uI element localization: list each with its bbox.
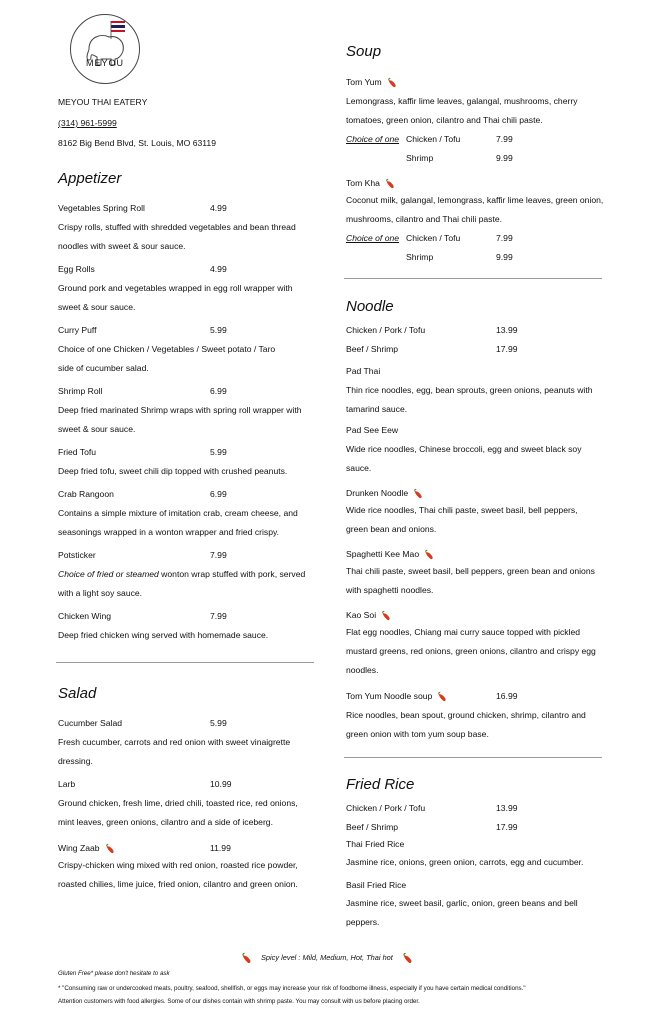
gluten-free-note: Gluten Free* please don't hesitate to ask — [58, 970, 170, 977]
menu-item-name: Egg Rolls — [58, 264, 95, 274]
menu-item-name-text: Drunken Noodle — [346, 488, 409, 498]
price-label: Beef / Shrimp — [346, 344, 399, 354]
menu-item-desc: Ground chicken, fresh lime, dried chili, toasted rice, red onions, mint leaves, green onions, cilantro and a side of iceberg. — [58, 798, 298, 827]
price-label: Chicken / Pork / Tofu — [346, 325, 426, 335]
chili-icon — [386, 77, 398, 89]
section-title-fried-rice: Fried Rice — [346, 776, 415, 793]
menu-item-name: Fried Tofu — [58, 447, 97, 457]
menu-item-price: 6.99 — [210, 386, 227, 396]
menu-item-desc: Deep fried marinated Shrimp wraps with spring roll wrapper with sweet & sour sauce. — [58, 405, 302, 434]
logo-text: MEYOU — [85, 58, 124, 68]
option-label: Shrimp — [406, 153, 434, 163]
menu-item-desc-rest: wonton wrap stuffed with pork, served with a light soy sauce. — [58, 569, 306, 598]
menu-item-desc: Coconut milk, galangal, lemongrass, kaffir lime leaves, green onion, mushrooms, cilantro and Thai chili paste. — [346, 195, 604, 224]
menu-item-name: Cucumber Salad — [58, 718, 123, 728]
menu-item-name: Chicken Wing — [58, 611, 112, 621]
menu-item-name: Thai Fried Rice — [346, 839, 405, 849]
choice-label: Choice of one — [346, 134, 400, 144]
option-price: 9.99 — [496, 153, 513, 163]
chili-icon — [423, 549, 435, 561]
spicy-level-note — [240, 951, 414, 965]
menu-item-name-text: Tom Yum Noodle soup — [346, 691, 433, 701]
choice-label: Choice of one — [346, 233, 400, 243]
menu-item-name-text: Wing Zaab — [58, 843, 100, 853]
price-label: Chicken / Pork / Tofu — [346, 803, 426, 813]
menu-item-desc: Choice of one Chicken / Vegetables / Sweet potato / Taro side of cucumber salad. — [58, 344, 276, 373]
menu-item-desc — [58, 565, 308, 603]
menu-item-price: 7.99 — [210, 550, 227, 560]
menu-item-name: Pad Thai — [346, 366, 381, 376]
restaurant-name: MEYOU THAI EATERY — [58, 97, 148, 107]
menu-item-name: Vegetables Spring Roll — [58, 203, 145, 213]
option-label: Chicken / Tofu — [406, 233, 461, 243]
menu-item-desc: Crispy-chicken wing mixed with red onion, roasted rice powder, roasted chilies, lime juice, fried onion, cilantro and green onion. — [58, 860, 298, 889]
menu-item-name-text: Spaghetti Kee Mao — [346, 549, 420, 559]
menu-item-name: Crab Rangoon — [58, 489, 114, 499]
menu-item-name: Shrimp Roll — [58, 386, 103, 396]
menu-item-price: 6.99 — [210, 489, 227, 499]
option-price: 7.99 — [496, 233, 513, 243]
section-title-noodle: Noodle — [346, 298, 394, 315]
menu-item-desc: Contains a simple mixture of imitation crab, cream cheese, and seasonings wrapped in a wonton wrapper and fried crispy. — [58, 508, 298, 537]
option-price: 7.99 — [496, 134, 513, 144]
menu-item-name: Larb — [58, 779, 76, 789]
section-title-salad: Salad — [58, 685, 97, 702]
chili-icon — [384, 178, 396, 190]
menu-item-desc: Jasmine rice, onions, green onion, carrots, egg and cucumber. — [346, 857, 584, 867]
menu-item-desc: Crispy rolls, stuffed with shredded vegetables and bean thread noodles with sweet & sour sauce. — [58, 222, 296, 251]
option-price: 9.99 — [496, 252, 513, 262]
price-value: 17.99 — [496, 344, 518, 354]
menu-item-price: 4.99 — [210, 264, 227, 274]
menu-item-name — [346, 687, 448, 706]
divider — [344, 757, 602, 758]
menu-item-name: Basil Fried Rice — [346, 880, 407, 890]
divider — [56, 662, 314, 663]
menu-item-name — [346, 73, 398, 92]
consumer-advisory: * "Consuming raw or undercooked meats, poultry, seafood, shellfish, or eggs may increase your risk of foodborne illness, especially if you have certain medical conditions." — [58, 985, 526, 992]
section-title-appetizer: Appetizer — [58, 170, 122, 187]
menu-item-price: 5.99 — [210, 447, 227, 457]
option-label: Shrimp — [406, 252, 434, 262]
menu-item-name-text: Tom Yum — [346, 77, 382, 87]
menu-item-price: 4.99 — [210, 203, 227, 213]
menu-item-desc: Ground pork and vegetables wrapped in egg roll wrapper with sweet & sour sauce. — [58, 283, 293, 312]
chili-icon — [104, 843, 116, 855]
menu-item-desc: Thai chili paste, sweet basil, bell peppers, green bean and onions with spaghetti noodles. — [346, 566, 595, 595]
chili-icon — [380, 610, 392, 622]
allergy-note: Attention customers with food allergies. Some of our dishes contain with shrimp paste. You may consult with us before placing order. — [58, 998, 420, 1005]
menu-item-name: Pad See Eew — [346, 425, 399, 435]
spicy-level-text: Spicy level : Mild, Medium, Hot, Thai hot — [261, 953, 393, 962]
menu-item-desc: Deep fried chicken wing served with homemade sauce. — [58, 630, 269, 640]
chili-icon — [412, 488, 424, 500]
logo — [70, 14, 140, 84]
menu-item-desc: Flat egg noodles, Chiang mai curry sauce topped with pickled mustard greens, red onions, green onions, cilantro and crispy egg noodles. — [346, 627, 596, 675]
menu-item-desc: Wide rice noodles, Thai chili paste, sweet basil, bell peppers, green bean and onions. — [346, 505, 578, 534]
address: 8162 Big Bend Blvd, St. Louis, MO 63119 — [58, 138, 216, 148]
section-title-soup: Soup — [346, 43, 382, 60]
chili-icon — [436, 691, 448, 703]
menu-item-name: Potsticker — [58, 550, 96, 560]
menu-item-desc: Jasmine rice, sweet basil, garlic, onion, green beans and bell peppers. — [346, 898, 578, 927]
menu-item-desc: Rice noodles, bean spout, ground chicken, shrimp, cilantro and green onion with tom yum soup base. — [346, 710, 586, 739]
menu-item-price: 5.99 — [210, 325, 227, 335]
price-label: Beef / Shrimp — [346, 822, 399, 832]
price-value: 13.99 — [496, 325, 518, 335]
menu-item-desc: Fresh cucumber, carrots and red onion with sweet vinaigrette dressing. — [58, 737, 291, 766]
menu-item-price: 10.99 — [210, 779, 232, 789]
chili-icon — [401, 952, 414, 965]
menu-item-name-text: Kao Soi — [346, 610, 377, 620]
price-value: 17.99 — [496, 822, 518, 832]
option-label: Chicken / Tofu — [406, 134, 461, 144]
elephant-icon — [71, 15, 139, 83]
menu-item-desc-italic: Choice of fried or steamed — [58, 569, 159, 579]
divider — [344, 278, 602, 279]
menu-item-price: 16.99 — [496, 691, 518, 701]
price-value: 13.99 — [496, 803, 518, 813]
menu-item-name-text: Tom Kha — [346, 178, 380, 188]
menu-item-desc: Deep fried tofu, sweet chili dip topped with crushed peanuts. — [58, 466, 288, 476]
menu-item-desc: Thin rice noodles, egg, bean sprouts, green onions, peanuts with tamarind sauce. — [346, 385, 593, 414]
menu-item-name: Curry Puff — [58, 325, 97, 335]
menu-item-price: 5.99 — [210, 718, 227, 728]
menu-item-desc: Lemongrass, kaffir lime leaves, galangal, mushrooms, cherry tomatoes, green onion, cilantro and Thai chili paste. — [346, 96, 578, 125]
menu-item-desc: Wide rice noodles, Chinese broccoli, egg and sweet black soy sauce. — [346, 444, 582, 473]
chili-icon — [240, 952, 253, 965]
phone-link[interactable]: (314) 961-5999 — [58, 118, 117, 128]
menu-item-price: 11.99 — [210, 843, 231, 853]
menu-item-price: 7.99 — [210, 611, 227, 621]
